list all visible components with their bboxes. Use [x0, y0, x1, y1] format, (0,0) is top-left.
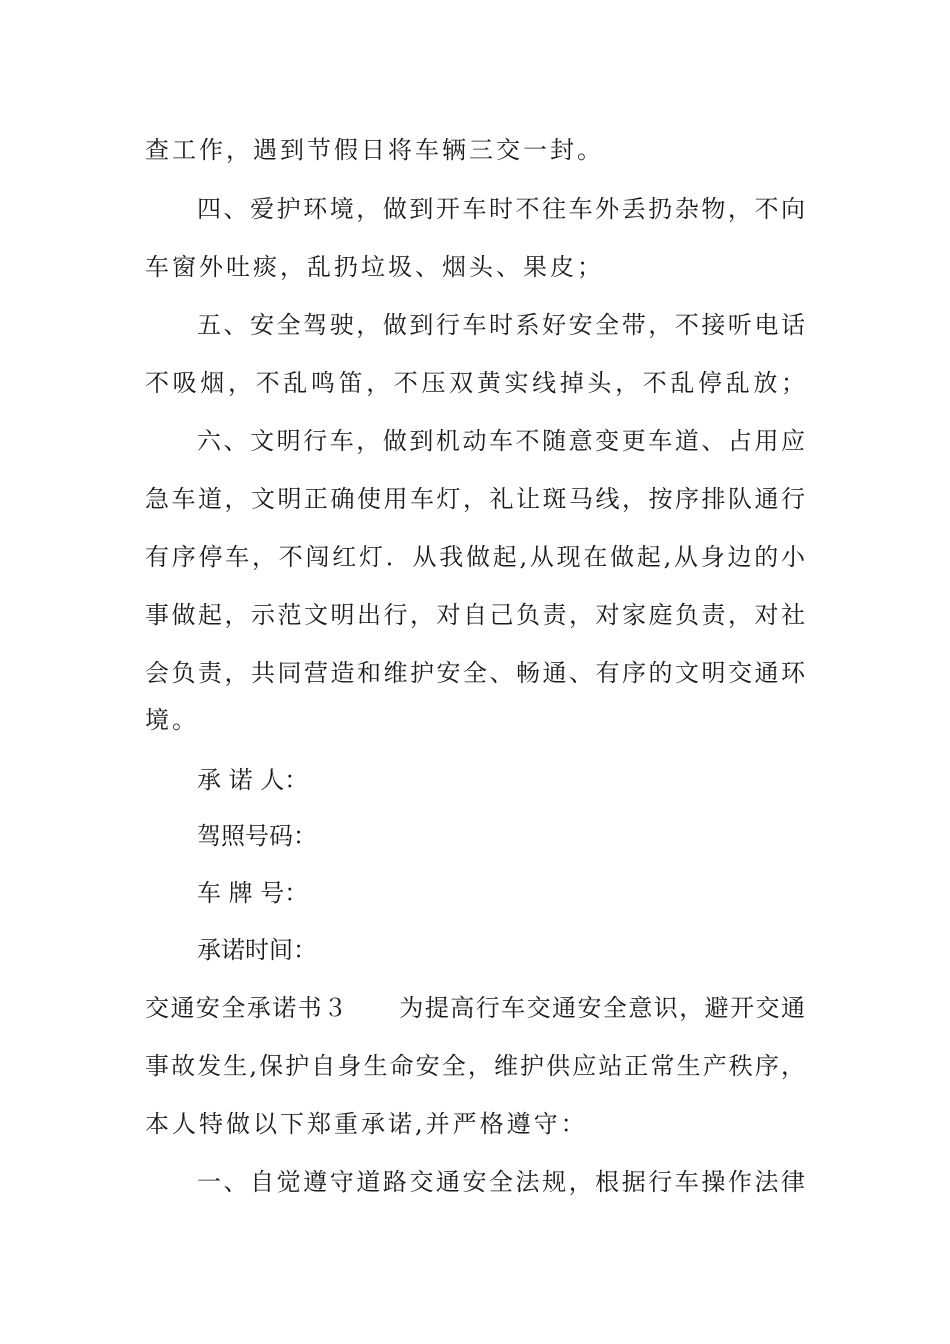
text-line-item-four: 四、爱护环境，做到开车时不往车外丢扔杂物，不向	[197, 195, 805, 223]
signature-time-label: 承诺时间：	[197, 936, 317, 964]
text-line-item-six: 六、文明行车，做到机动车不随意变更车道、占用应	[197, 427, 805, 455]
text-line: 事做起，示范文明出行，对自己负责，对家庭负责，对社	[145, 601, 805, 629]
text-line: 境。	[145, 706, 199, 734]
text-line: 查工作，遇到节假日将车辆三交一封。	[145, 136, 604, 164]
section-heading-line: 交通安全承诺书３ 为提高行车交通安全意识，避开交通	[145, 994, 805, 1022]
text-line: 车窗外吐痰，乱扔垃圾、烟头、果皮；	[145, 253, 604, 281]
signature-promiser-label: 承 诺 人：	[197, 766, 309, 794]
text-line: 急车道，文明正确使用车灯，礼让斑马线，按序排队通行	[145, 485, 805, 513]
text-line: 会负责，共同营造和维护安全、畅通、有序的文明交通环	[145, 659, 805, 687]
text-line: 本人特做以下郑重承诺,并严格遵守：	[145, 1110, 588, 1138]
text-line-item-five: 五、安全驾驶，做到行车时系好安全带，不接听电话	[197, 311, 805, 339]
text-line: 事故发生,保护自身生命安全，维护供应站正常生产秩序，	[145, 1052, 805, 1080]
signature-license-label: 驾照号码：	[197, 822, 317, 850]
text-line: 不吸烟，不乱鸣笛，不压双黄实线掉头，不乱停乱放；	[145, 369, 805, 397]
text-line-item-one: 一、自觉遵守道路交通安全法规，根据行车操作法律	[197, 1168, 805, 1196]
text-line: 有序停车，不闯红灯．从我做起,从现在做起,从身边的小	[145, 543, 805, 571]
signature-plate-label: 车 牌 号：	[197, 879, 309, 907]
